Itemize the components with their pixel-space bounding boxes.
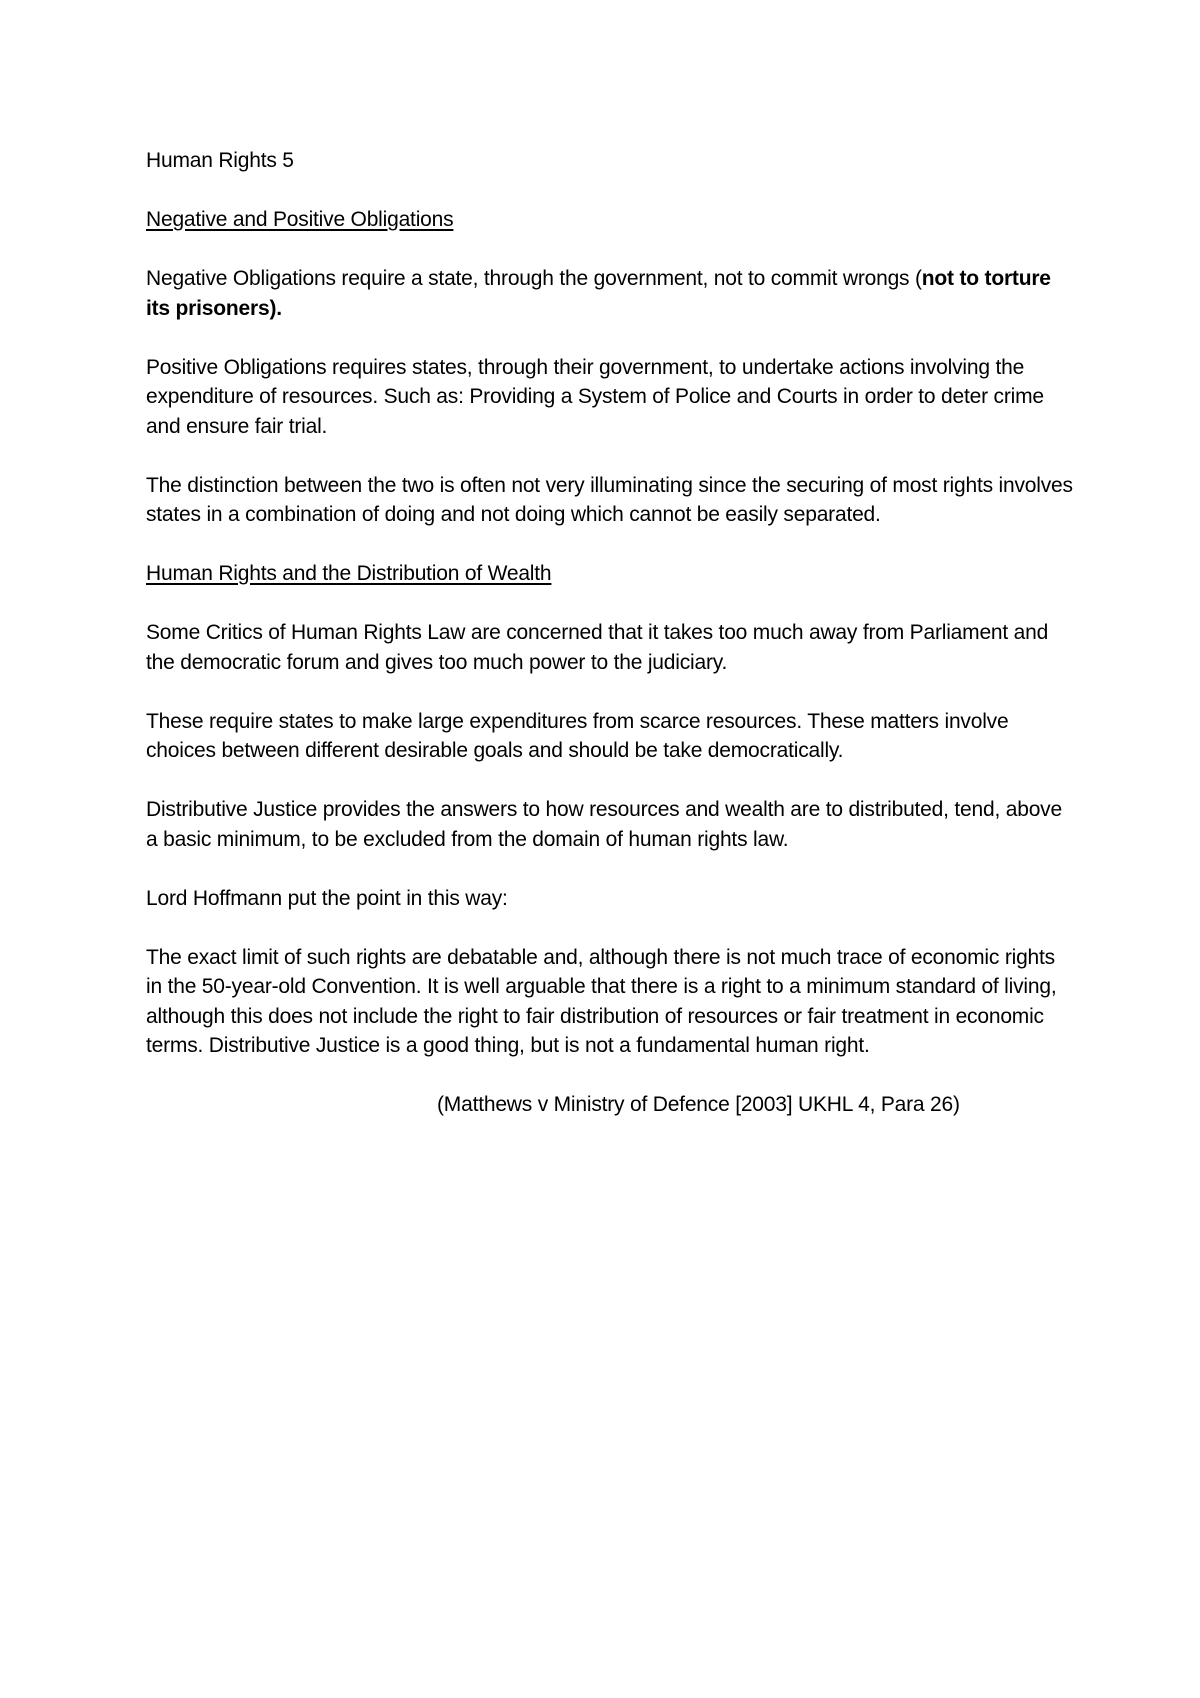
paragraph-critics: Some Critics of Human Rights Law are concerned that it takes too much away from Parliament and the democratic forum and gives too much power to the judiciary.: [146, 621, 1049, 674]
paragraph-negative-obligations: [146, 264, 1076, 323]
paragraph-positive-obligations: Positive Obligations requires states, through their government, to undertake actions involving the expenditure of resources. Such as: Providing a System of Police and Courts in order to deter crime and ensure fair trial.: [146, 355, 1044, 438]
paragraph-expenditures: These require states to make large expenditures from scarce resources. These matters involve choices between different desirable goals and should be take democratically.: [146, 709, 1009, 762]
paragraph-distinction: The distinction between the two is often not very illuminating since the securing of most rights involves states in a combination of doing and not doing which cannot be easily separated.: [146, 473, 1073, 526]
paragraph-negative-obligations-text: Negative Obligations require a state, through the government, not to commit wrongs (: [146, 267, 922, 290]
section-heading-obligations: [146, 205, 1076, 235]
paragraph-negative-obligations-end: ).: [269, 296, 282, 320]
section-heading-distribution-text: Human Rights and the Distribution of Wealth: [146, 562, 552, 585]
section-heading-obligations-text: Negative and Positive Obligations: [146, 208, 454, 231]
paragraph-distributive-justice: Distributive Justice provides the answers to how resources and wealth are to distributed, tend, above a basic minimum, to be excluded from the domain of human rights law.: [146, 798, 1062, 851]
paragraph-hoffmann-intro: Lord Hoffmann put the point in this way:: [146, 886, 508, 910]
paragraph-negative-obligations-bold: not to torture its prisoners: [146, 267, 1051, 320]
paragraph-hoffmann-quote: The exact limit of such rights are debatable and, although there is not much trace of economic rights in the 50-year-old Convention. It is well arguable that there is a right to a minimum standard of living, although this does not include the right to fair distribution of resources or fair treatment in economic terms. Distributive Justice is a good thing, but is not a fundamental human right.: [146, 945, 1057, 1057]
citation: (Matthews v Ministry of Defence [2003] UKHL 4, Para 26): [437, 1093, 960, 1116]
document-title: Human Rights 5: [146, 149, 294, 172]
section-heading-distribution: [146, 559, 1076, 589]
document-body: [146, 146, 1076, 1149]
